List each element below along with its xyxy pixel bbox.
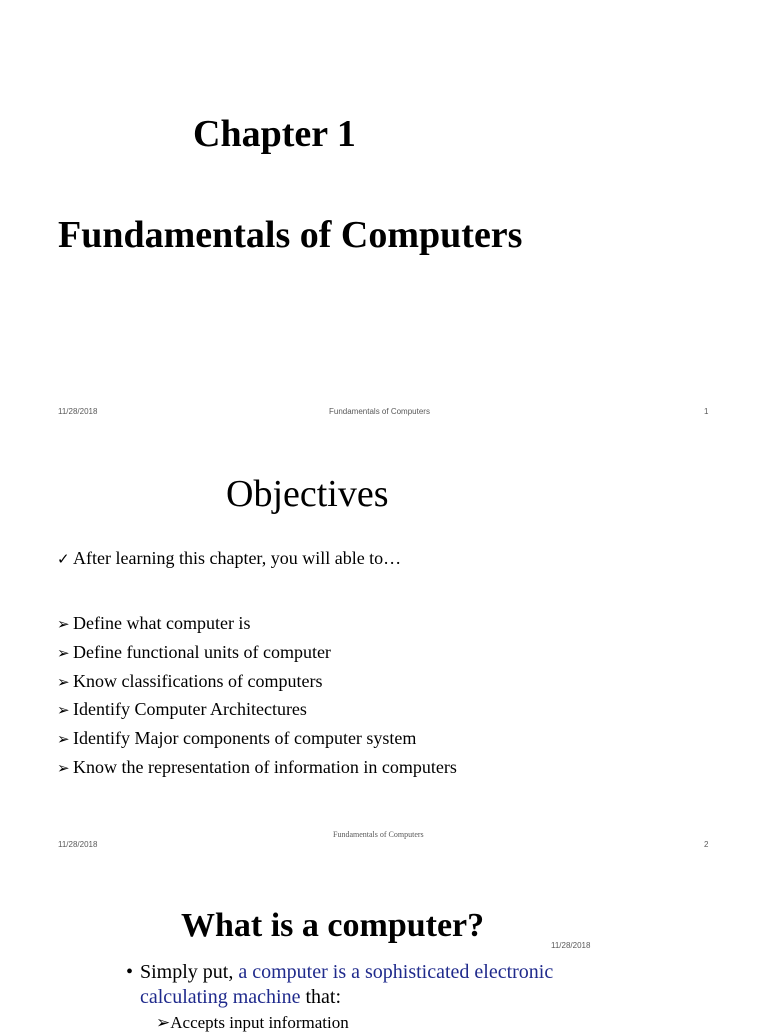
- list-item: [57, 668, 457, 697]
- sub-list-item: [156, 1013, 349, 1033]
- arrow-bullet-icon: ➢: [57, 674, 70, 691]
- arrow-bullet-icon: ➢: [57, 760, 70, 777]
- slide2-title: Objectives: [226, 473, 389, 515]
- objectives-intro-text: After learning this chapter, you will able to…: [73, 548, 402, 568]
- list-item-text: Define what computer is: [73, 613, 251, 633]
- list-item: [57, 754, 457, 783]
- slide2-page-number: 2: [704, 840, 709, 849]
- list-item-text: Know classifications of computers: [73, 670, 323, 691]
- sub-list-item-text: Accepts input information: [170, 1013, 349, 1032]
- chapter-heading: Chapter 1: [193, 113, 356, 155]
- arrow-bullet-icon: ➢: [57, 617, 70, 633]
- definition-lead: Simply put,: [140, 961, 239, 983]
- list-item: [57, 696, 457, 725]
- slide1-title: Fundamentals of Computers: [58, 214, 523, 256]
- slide1-footer-date: 11/28/2018: [58, 407, 98, 416]
- slide3-title: What is a computer?: [181, 907, 485, 944]
- objectives-list: [57, 610, 457, 783]
- list-item-text: Identify Major components of computer system: [73, 728, 417, 749]
- list-item-text: Define functional units of computer: [73, 641, 331, 662]
- list-item: [57, 639, 457, 668]
- list-item-text: Identify Computer Architectures: [73, 699, 307, 720]
- slide2-footer-date: 11/28/2018: [58, 840, 98, 849]
- slide2-footer-title: Fundamentals of Computers: [333, 830, 424, 839]
- definition-highlight-1: a computer is a sophisticated electronic: [238, 961, 554, 983]
- list-item-text: Know the representation of information in computers: [73, 756, 457, 777]
- list-item: [57, 725, 457, 754]
- definition-paragraph: [126, 960, 646, 1010]
- arrow-bullet-icon: ➢: [57, 645, 70, 662]
- list-item: [57, 610, 457, 639]
- definition-highlight-2: calculating machine: [140, 986, 301, 1008]
- arrow-bullet-icon: ➢: [156, 1013, 171, 1032]
- check-icon: ✓: [57, 552, 70, 568]
- slide1-footer-title: Fundamentals of Computers: [329, 407, 430, 416]
- slide3-date: 11/28/2018: [551, 941, 591, 950]
- objectives-intro: [57, 548, 401, 569]
- definition-tail: that:: [300, 986, 342, 1008]
- slide1-page-number: 1: [704, 407, 709, 416]
- arrow-bullet-icon: ➢: [57, 703, 70, 720]
- bullet-icon: •: [126, 961, 134, 983]
- arrow-bullet-icon: ➢: [57, 732, 70, 749]
